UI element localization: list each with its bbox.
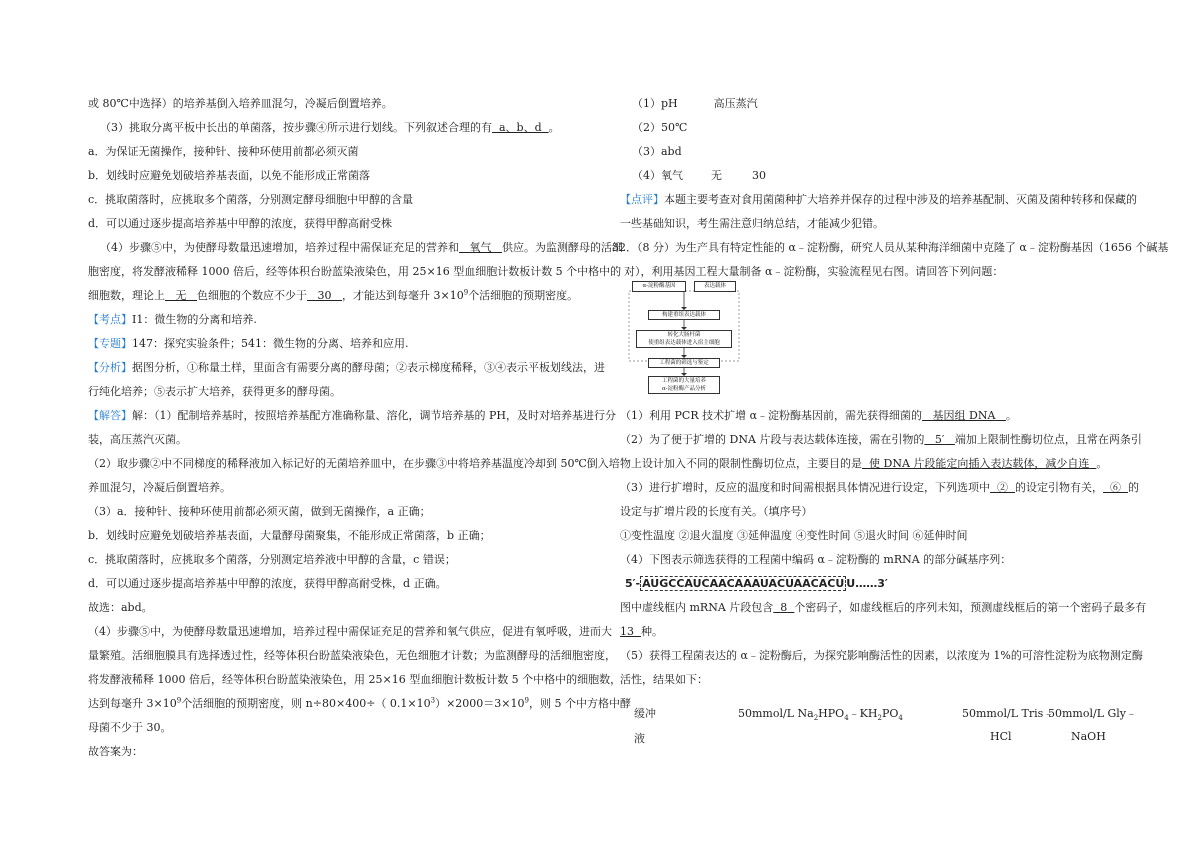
- answer-1: （1）pH 高压蒸汽: [632, 97, 758, 110]
- option-d: d．可以通过逐步提高培养基中甲醇的浓度，获得甲醇高耐受株: [88, 217, 393, 230]
- table-col-tris: 50mmol/L Tris﹣: [962, 707, 1055, 720]
- question-4-line: （4）步骤⑤中，为使酵母数量迅速增加，培养过程中需保证充足的营养和 氧气 供应。为监测酵母的活细: [100, 241, 623, 254]
- option-b: b．划线时应避免划破培养基表面，以免不能形成正常菌落: [88, 169, 371, 182]
- answer-blank: 13: [620, 625, 634, 638]
- flow-box-transform: 转化大肠杆菌 使重组表达载体进入宿主细胞: [636, 330, 732, 348]
- text-line: b．划线时应避免划破培养基表面，大量酵母菌聚集，不能形成正常菌落，b 正确；: [88, 529, 491, 542]
- experiment-flowchart: [628, 279, 740, 403]
- option-a: a．为保证无菌操作，接种针、接种环使用前都必须灭菌: [88, 145, 359, 158]
- answer-blank: 30: [317, 289, 332, 302]
- text-line: 达到每毫升 $3\times 10^9$个活细胞的预期密度，则 n÷80×400÷（ $0.1\times 10^3)\times 2000=3\times 10^9$，则 5 个中方格中酵: [88, 696, 631, 710]
- text-line: 装，高压蒸汽灭菌。: [88, 433, 187, 446]
- fenxi-line: 【分析】据图分析，①称量土样，里面含有需要分离的酵母菌；②表示梯度稀释，③④表示平板划线法，进: [88, 361, 605, 374]
- text-line: 量繁殖。活细胞膜具有选择透过性，经等体积台盼蓝染液染色，无色细胞才计数；为监测酵母的活细胞密度，: [88, 649, 616, 662]
- options-line: ①变性温度 ②退火温度 ③延伸温度 ④变性时间 ⑤退火时间 ⑥延伸时间: [620, 529, 968, 542]
- answer-blank: 8: [780, 601, 788, 614]
- zhuanti-tag: 【专题】: [88, 337, 132, 350]
- jieda-line: 【解答】解：（1）配制培养基时，按照培养基配方准确称量、溶化，调节培养基的 PH，及时对培养基进行分: [88, 409, 616, 422]
- text-line: 13 种。: [620, 625, 663, 638]
- table-col-phosphate: 50mmol/L $Na_2HPO_4﹣KH_2PO_4$: [738, 707, 903, 723]
- kaodian-line: 【考点】I1：微生物的分离和培养.: [88, 313, 257, 326]
- answer-blank: a、b、d: [499, 121, 542, 134]
- table-col-gly-2: NaOH: [1071, 730, 1106, 743]
- dianping-tag: 【点评】: [620, 193, 664, 206]
- text-line: 图中虚线框内 mRNA 片段包含 8 个密码子，如虚线框后的序列未知，预测虚线框后的第一个密码子最多有: [620, 601, 1147, 614]
- question-32-title: 32．（8 分）为生产具有特定性能的 α﹣淀粉酶，研究人员从某种海洋细菌中克隆了 α﹣淀粉酶基因（1656 个碱基: [612, 241, 1169, 254]
- answer-blank: 使 DNA 片段能定向插入表达载体，减少自连: [869, 457, 1090, 470]
- text-line: 母菌不少于 30。: [88, 721, 172, 734]
- text-line: 故选：abd。: [88, 601, 153, 614]
- text-line: （3）a．接种针、接种环使用前都必须灭菌，做到无菌操作，a 正确；: [88, 505, 431, 518]
- answer-blank: ②: [997, 481, 1008, 494]
- answer-blank: 无: [175, 289, 187, 302]
- answer-blank: ⑥: [1110, 481, 1121, 494]
- answer-2: （2）50℃: [632, 121, 688, 134]
- text-line: 胞密度，将发酵液稀释 1000 倍后，经等体积台盼蓝染液染色，用 25×16 型血细胞计数板计数 5 个中格中的: [88, 265, 622, 278]
- text-line: 一些基础知识，考生需注意归纳总结，才能减少犯错。: [620, 217, 884, 230]
- answer-blank: 氧气: [469, 241, 492, 254]
- flow-box-vector: 表达载体: [694, 281, 736, 292]
- dashed-box: AUGCCAUCAACAAAUACUAACACU: [642, 577, 845, 590]
- kaodian-tag: 【考点】: [88, 313, 132, 326]
- text-line: 或 80℃中选择）的培养基倒入培养皿混匀，冷凝后倒置培养。: [88, 97, 393, 110]
- fenxi-tag: 【分析】: [88, 361, 132, 374]
- text-line: 将发酵液稀释 1000 倍后，经等体积台盼蓝染液染色，用 25×16 型血细胞计数板计数 5 个中格中的细胞数，: [88, 673, 622, 686]
- sub-question-5: （5）获得工程菌表达的 α﹣淀粉酶后，为探究影响酶活性的因素，以浓度为 1%的可溶性淀粉为底物测定酶: [620, 649, 1143, 662]
- question-3-line: （3）挑取分离平板中长出的单菌落，按步骤④所示进行划线。下列叙述合理的有 a、b、d 。: [100, 121, 560, 134]
- mrna-sequence: 5′- AUGCCAUCAACAAAUACUAACACU U……3′: [625, 577, 888, 590]
- answer-blank: 基因组 DNA: [932, 409, 996, 422]
- dianping-line: 【点评】本题主要考查对食用菌菌种扩大培养并保存的过程中涉及的培养基配制、灭菌及菌种转移和保藏的: [620, 193, 1137, 206]
- option-c: c．挑取菌落时，应挑取多个菌落，分别测定酵母细胞中甲醇的含量: [88, 193, 414, 206]
- table-col-tris-2: HCl: [990, 730, 1012, 743]
- text-line: 故答案为：: [88, 745, 143, 758]
- text-line: 设定与扩增片段的长度有关。（填序号）: [620, 505, 813, 518]
- flow-box-gene: α-淀粉酶基因: [632, 281, 686, 292]
- flow-box-culture: 工程菌的大量培养 α-淀粉酶产品分析: [648, 376, 720, 394]
- flow-box-construct: 构建重组表达载体: [648, 310, 720, 320]
- jieda-tag: 【解答】: [88, 409, 132, 422]
- answer-4: （4）氧气 无 30: [632, 169, 766, 182]
- text-line: 物上设计加入不同的限制性酶切位点，主要目的是 使 DNA 片段能定向插入表达载体，减少自连 。: [620, 457, 1108, 470]
- sub-question-1: （1）利用 PCR 技术扩增 α﹣淀粉酶基因前，需先获得细菌的 基因组 DNA 。: [620, 409, 1017, 422]
- text-line: d．可以通过逐步提高培养基中甲醇的浓度，获得甲醇高耐受株，d 正确。: [88, 577, 447, 590]
- text-line: 养皿混匀，冷凝后倒置培养。: [88, 481, 231, 494]
- sub-question-3: （3）进行扩增时，反应的温度和时间需根据具体情况进行设定，下列选项中 ② 的设定引物有关， ⑥ 的: [620, 481, 1139, 494]
- answer-3: （3）abd: [632, 145, 682, 158]
- text-line: 行纯化培养；⑤表示扩大培养，获得更多的酵母菌。: [88, 385, 341, 398]
- sub-question-2: （2）为了便于扩增的 DNA 片段与表达载体连接，需在引物的 5′ 端加上限制性酶切位点，且常在两条引: [620, 433, 1142, 446]
- text-line: 活性，结果如下：: [620, 673, 708, 686]
- text-line: （4）步骤⑤中，为使酵母数量迅速增加，培养过程中需保证充足的营养和氧气供应，促进有氧呼吸，进而大: [88, 625, 612, 638]
- flow-box-screen: 工程菌的筛选与鉴定: [648, 358, 720, 368]
- text-line: 对），利用基因工程大量制备 α﹣淀粉酶，实验流程见右图。请回答下列问题：: [624, 265, 1004, 278]
- answer-blank: 5′: [934, 433, 945, 446]
- text-line: 细胞数，理论上 无 色细胞的个数应不少于 30 ，才能达到每毫升 $3\times 10^9$个活细胞的预期密度。: [88, 288, 579, 302]
- table-header-buffer-2: 液: [634, 732, 645, 745]
- sub-question-4: （4）下图表示筛选获得的工程菌中编码 α﹣淀粉酶的 mRNA 的部分碱基序列：: [620, 553, 1012, 566]
- table-header-buffer-1: 缓冲: [634, 707, 656, 720]
- text-line: （2）取步骤②中不同梯度的稀释液加入标记好的无菌培养皿中，在步骤③中将培养基温度冷却到 50℃倒入培: [88, 457, 620, 470]
- table-col-gly: 50mmol/L Gly﹣: [1048, 707, 1138, 720]
- zhuanti-line: 【专题】147：探究实验条件；541：微生物的分离、培养和应用.: [88, 337, 409, 350]
- text-line: c．挑取菌落时，应挑取多个菌落，分别测定培养液中甲醇的含量，c 错误；: [88, 553, 456, 566]
